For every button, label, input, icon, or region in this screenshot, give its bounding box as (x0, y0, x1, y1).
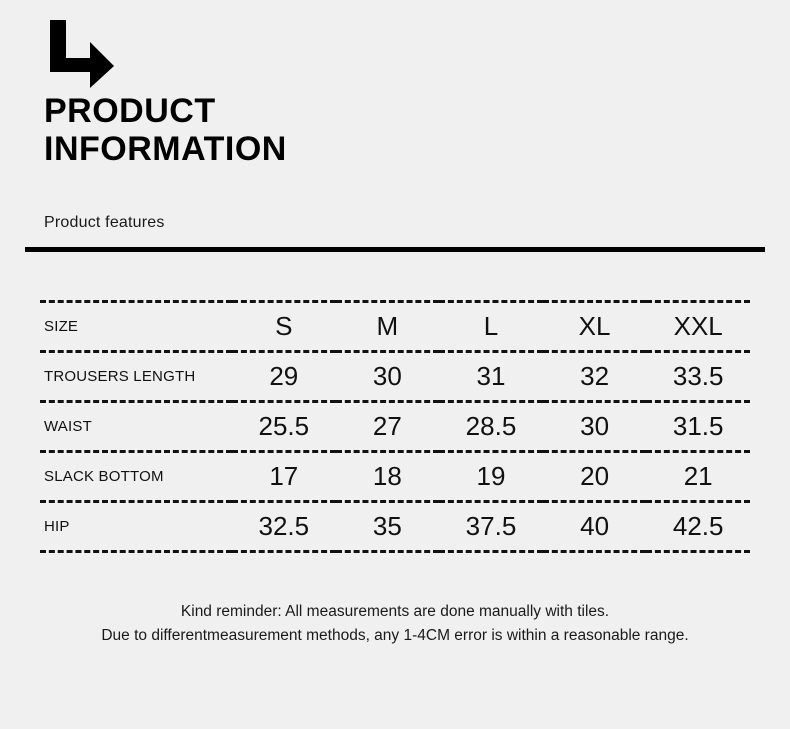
cell-slack-bottom-m: 18 (336, 452, 440, 502)
table-row (40, 452, 750, 502)
cell-hip-xl: 40 (543, 502, 647, 552)
row-label-hip: HIP (40, 502, 232, 552)
column-header-m: M (336, 302, 440, 352)
column-header-size: SIZE (40, 302, 232, 352)
cell-waist-s: 25.5 (232, 402, 336, 452)
cell-trousers-length-xl: 32 (543, 352, 647, 402)
table-header-row (40, 302, 750, 352)
cell-waist-xxl: 31.5 (646, 402, 750, 452)
column-header-s: S (232, 302, 336, 352)
table-row (40, 352, 750, 402)
row-label-waist: WAIST (40, 402, 232, 452)
page-title-line2: INFORMATION (44, 130, 287, 169)
section-divider (25, 247, 765, 252)
cell-waist-xl: 30 (543, 402, 647, 452)
cell-slack-bottom-xxl: 21 (646, 452, 750, 502)
page-title (44, 92, 287, 168)
row-label-slack-bottom: SLACK BOTTOM (40, 452, 232, 502)
column-header-xl: XL (543, 302, 647, 352)
cell-trousers-length-m: 30 (336, 352, 440, 402)
cell-hip-l: 37.5 (439, 502, 543, 552)
cell-slack-bottom-s: 17 (232, 452, 336, 502)
page-title-line1: PRODUCT (44, 92, 216, 130)
cell-hip-m: 35 (336, 502, 440, 552)
cell-hip-s: 32.5 (232, 502, 336, 552)
table-row (40, 502, 750, 552)
table-row (40, 402, 750, 452)
measurement-note (0, 600, 790, 648)
cell-waist-l: 28.5 (439, 402, 543, 452)
down-right-arrow-icon (44, 18, 116, 88)
column-header-xxl: XXL (646, 302, 750, 352)
cell-trousers-length-xxl: 33.5 (646, 352, 750, 402)
cell-slack-bottom-xl: 20 (543, 452, 647, 502)
cell-slack-bottom-l: 19 (439, 452, 543, 502)
row-label-trousers-length: TROUSERS LENGTH (40, 352, 232, 402)
size-chart (40, 300, 750, 553)
measurement-note-line1: Kind reminder: All measurements are done manually with tiles. (180, 603, 610, 620)
cell-hip-xxl: 42.5 (646, 502, 750, 552)
cell-trousers-length-l: 31 (439, 352, 543, 402)
product-features-label: Product features (44, 214, 165, 231)
size-table (40, 300, 750, 553)
measurement-note-line2: Due to differentmeasurement methods, any 1-4CM error is within a reasonable range. (101, 627, 689, 645)
cell-trousers-length-s: 29 (232, 352, 336, 402)
column-header-l: L (439, 302, 543, 352)
cell-waist-m: 27 (336, 402, 440, 452)
